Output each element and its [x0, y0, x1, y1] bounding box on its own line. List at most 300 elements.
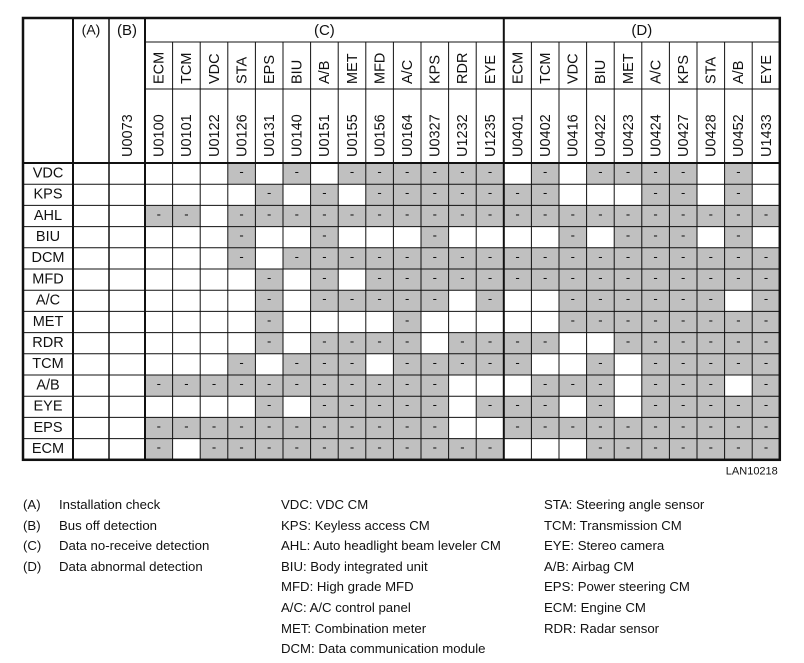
unit-header: RDR [455, 52, 472, 84]
dash-mark: - [598, 164, 603, 180]
dash-mark: - [239, 439, 244, 455]
unit-header: A/B [317, 60, 334, 84]
legend-abbreviation: A/B: Airbag CM [544, 558, 635, 574]
figure-id: LAN10218 [725, 465, 778, 478]
legend-abbreviation: EYE: Stereo camera [544, 538, 665, 554]
dash-mark: - [184, 206, 189, 222]
dash-mark: - [543, 270, 548, 286]
dash-mark: - [543, 164, 548, 180]
dash-mark: - [460, 248, 465, 264]
dash-mark: - [708, 333, 713, 349]
dash-mark: - [763, 376, 769, 392]
dash-mark: - [460, 354, 465, 370]
dash-mark: - [653, 439, 658, 455]
dash-mark: - [681, 270, 686, 286]
dash-mark: - [432, 164, 437, 180]
dash-mark: - [736, 185, 741, 201]
legend-abbreviation: EPS: Power steering CM [544, 579, 690, 595]
unit-header: EPS [262, 54, 279, 84]
dash-mark: - [681, 206, 686, 222]
unit-header: EYE [758, 54, 775, 84]
dash-mark: - [267, 312, 272, 328]
unit-header: A/B [731, 60, 748, 84]
legend-abbreviation: DCM: Data communication module [281, 641, 486, 657]
dash-mark: - [405, 418, 410, 434]
code-header: U1433 [758, 114, 775, 157]
dash-mark: - [322, 227, 327, 243]
dash-mark: - [349, 376, 355, 392]
dash-mark: - [763, 354, 769, 370]
unit-header: MET [620, 53, 637, 84]
unit-header: TCM [538, 52, 555, 84]
legend-abbreviation: A/C: A/C control panel [281, 600, 411, 615]
dash-mark: - [267, 270, 272, 286]
dash-mark: - [267, 397, 272, 413]
code-header: U0140 [289, 114, 306, 157]
dash-mark: - [405, 185, 410, 201]
group-header-c: (C) [313, 21, 335, 39]
code-header: U0424 [648, 114, 665, 157]
dash-mark: - [322, 206, 327, 222]
dash-mark: - [405, 333, 410, 349]
dash-mark: - [598, 248, 603, 264]
dash-mark: - [239, 206, 244, 222]
dash-mark: - [322, 291, 327, 307]
legend-abbreviation: MFD: High grade MFD [281, 579, 414, 595]
dash-mark: - [681, 227, 686, 243]
dash-mark: - [708, 206, 713, 222]
dash-mark: - [487, 397, 493, 413]
dash-mark: - [405, 397, 410, 413]
dash-mark: - [487, 248, 493, 264]
code-header: U1232 [455, 114, 472, 157]
code-header: U0151 [317, 114, 334, 157]
dash-mark: - [708, 397, 713, 413]
dash-mark: - [708, 376, 713, 392]
dash-mark: - [432, 439, 437, 455]
legend-key: (B) [23, 517, 41, 533]
dash-mark: - [598, 270, 603, 286]
dash-mark: - [432, 227, 437, 243]
dash-mark: - [736, 164, 741, 180]
dash-mark: - [322, 418, 327, 434]
dash-mark: - [432, 376, 437, 392]
dash-mark: - [294, 248, 299, 264]
code-header: U0422 [593, 114, 610, 157]
dash-mark: - [377, 270, 382, 286]
dash-mark: - [267, 333, 272, 349]
dash-mark: - [377, 248, 382, 264]
dash-mark: - [432, 354, 437, 370]
dash-mark: - [708, 291, 713, 307]
dash-mark: - [653, 418, 658, 434]
dash-mark: - [349, 418, 355, 434]
dash-mark: - [763, 439, 769, 455]
dash-mark: - [239, 354, 244, 370]
dash-mark: - [653, 397, 658, 413]
dash-mark: - [543, 376, 548, 392]
dash-mark: - [487, 333, 493, 349]
dash-mark: - [570, 291, 575, 307]
abbreviation-legend [0, 494, 804, 663]
dash-mark: - [322, 354, 327, 370]
legend-description: Data no-receive detection [59, 538, 210, 554]
dash-mark: - [653, 227, 658, 243]
dash-mark: - [156, 376, 161, 392]
dash-mark: - [515, 333, 520, 349]
dash-mark: - [708, 248, 713, 264]
dash-mark: - [625, 206, 631, 222]
dash-mark: - [432, 270, 437, 286]
row-label: TCM [32, 356, 64, 373]
dash-mark: - [543, 397, 548, 413]
legend-abbreviation: KPS: Keyless access CM [281, 517, 430, 533]
row-label: BIU [35, 229, 61, 246]
dash-mark: - [736, 397, 741, 413]
legend-abbreviation: BIU: Body integrated unit [281, 558, 428, 574]
dash-mark: - [543, 248, 548, 264]
row-label: DCM [31, 250, 65, 267]
dash-mark: - [405, 376, 410, 392]
unit-header: MFD [372, 52, 389, 84]
dash-mark: - [487, 270, 493, 286]
dash-mark: - [211, 418, 217, 434]
dash-mark: - [763, 312, 769, 328]
row-label: VDC [32, 165, 64, 182]
row-label: KPS [33, 186, 63, 203]
dash-mark: - [156, 418, 161, 434]
row-label: AHL [33, 207, 63, 224]
dash-mark: - [405, 312, 410, 328]
dash-mark: - [708, 439, 713, 455]
dash-mark: - [653, 376, 658, 392]
dash-mark: - [487, 291, 493, 307]
dash-mark: - [460, 333, 465, 349]
dash-mark: - [736, 270, 741, 286]
dash-mark: - [349, 354, 355, 370]
dash-mark: - [377, 376, 382, 392]
dash-mark: - [294, 439, 299, 455]
dash-mark: - [349, 333, 355, 349]
dash-mark: - [267, 185, 272, 201]
dash-mark: - [708, 312, 713, 328]
dash-mark: - [460, 439, 465, 455]
dash-mark: - [487, 164, 493, 180]
dash-mark: - [322, 397, 327, 413]
dash-mark: - [625, 333, 631, 349]
dash-mark: - [322, 185, 327, 201]
dash-mark: - [515, 270, 520, 286]
dash-mark: - [570, 248, 575, 264]
dash-mark: - [377, 291, 382, 307]
dash-mark: - [543, 206, 548, 222]
dash-mark: - [239, 164, 244, 180]
dash-mark: - [487, 354, 493, 370]
dash-mark: - [681, 248, 686, 264]
dash-mark: - [653, 270, 658, 286]
code-header: U0416 [565, 114, 582, 157]
dash-mark: - [294, 418, 299, 434]
dash-mark: - [681, 418, 686, 434]
dash-mark: - [460, 185, 465, 201]
unit-header: TCM [179, 52, 196, 84]
dash-mark: - [294, 164, 299, 180]
dash-mark: - [653, 248, 658, 264]
dash-mark: - [625, 227, 631, 243]
dash-mark: - [432, 206, 437, 222]
dash-mark: - [570, 418, 575, 434]
unit-header: EYE [482, 54, 499, 84]
dash-mark: - [322, 376, 327, 392]
row-label: RDR [32, 335, 64, 352]
dash-mark: - [267, 206, 272, 222]
dash-mark: - [570, 376, 575, 392]
dash-mark: - [515, 248, 520, 264]
dash-mark: - [625, 418, 631, 434]
dash-mark: - [405, 164, 410, 180]
row-label: A/C [35, 292, 61, 309]
dash-mark: - [653, 206, 658, 222]
dash-mark: - [625, 164, 631, 180]
dash-mark: - [184, 376, 189, 392]
dash-mark: - [239, 227, 244, 243]
dash-mark: - [570, 312, 575, 328]
group-header-d: (D) [631, 21, 653, 39]
dash-mark: - [681, 354, 686, 370]
code-header: U0126 [234, 114, 251, 157]
dash-mark: - [625, 439, 631, 455]
dash-mark: - [211, 439, 217, 455]
legend-key: (A) [23, 497, 41, 512]
dash-mark: - [515, 354, 520, 370]
dash-mark: - [708, 270, 713, 286]
dash-mark: - [377, 333, 382, 349]
dash-mark: - [708, 418, 713, 434]
dash-mark: - [763, 248, 769, 264]
dash-mark: - [763, 270, 769, 286]
legend-description: Installation check [59, 497, 161, 512]
dash-mark: - [322, 270, 327, 286]
code-header: U0101 [179, 114, 196, 157]
dash-mark: - [405, 270, 410, 286]
code-header: U0401 [510, 114, 527, 157]
dash-mark: - [322, 333, 327, 349]
dash-mark: - [736, 418, 741, 434]
dash-mark: - [239, 376, 244, 392]
dash-mark: - [405, 439, 410, 455]
dash-mark: - [598, 206, 603, 222]
dash-mark: - [763, 206, 769, 222]
dash-mark: - [736, 206, 741, 222]
dash-mark: - [763, 333, 769, 349]
dash-mark: - [570, 227, 575, 243]
dash-mark: - [377, 206, 382, 222]
unit-header: BIU [593, 59, 610, 84]
dash-mark: - [598, 376, 603, 392]
dash-mark: - [653, 185, 658, 201]
dash-mark: - [736, 248, 741, 264]
dash-mark: - [598, 354, 603, 370]
dash-mark: - [349, 206, 355, 222]
unit-header: VDC [565, 53, 582, 84]
dash-mark: - [184, 418, 189, 434]
row-label: A/B [36, 377, 60, 394]
code-header: U0452 [731, 114, 748, 157]
code-header: U0164 [400, 114, 417, 157]
dash-mark: - [681, 185, 686, 201]
dash-mark: - [377, 164, 382, 180]
dash-mark: - [736, 439, 741, 455]
dash-mark: - [405, 291, 410, 307]
row-label: EPS [33, 419, 63, 436]
dash-mark: - [377, 418, 382, 434]
dash-mark: - [570, 206, 575, 222]
legend-abbreviation: AHL: Auto headlight beam leveler CM [281, 538, 501, 554]
code-header: U0156 [372, 114, 389, 157]
dash-mark: - [460, 270, 465, 286]
dash-mark: - [653, 291, 658, 307]
unit-header: KPS [676, 54, 693, 84]
dash-mark: - [349, 248, 355, 264]
group-header-a: (A) [81, 21, 101, 38]
dash-mark: - [543, 185, 548, 201]
dash-mark: - [405, 248, 410, 264]
code-header: U0428 [703, 114, 720, 157]
dash-mark: - [515, 418, 520, 434]
dash-mark: - [543, 333, 548, 349]
legend-description: Data abnormal detection [59, 558, 203, 574]
dash-mark: - [322, 439, 327, 455]
row-label: MFD [32, 271, 64, 288]
dash-mark: - [460, 206, 465, 222]
code-header: U0131 [262, 114, 279, 157]
dash-mark: - [377, 185, 382, 201]
dash-mark: - [763, 291, 769, 307]
legend-abbreviation: ECM: Engine CM [544, 600, 646, 615]
dash-mark: - [432, 291, 437, 307]
unit-header: A/C [400, 59, 417, 84]
dash-mark: - [432, 397, 437, 413]
dash-mark: - [681, 439, 686, 455]
dash-mark: - [156, 439, 161, 455]
dash-mark: - [653, 333, 658, 349]
dash-mark: - [653, 164, 658, 180]
unit-header: MET [344, 53, 361, 84]
legend-description: Bus off detection [59, 517, 157, 533]
dash-mark: - [267, 376, 272, 392]
code-header: U0122 [206, 114, 223, 157]
dash-mark: - [267, 291, 272, 307]
unit-header: ECM [151, 51, 168, 84]
legend-abbreviation: RDR: Radar sensor [544, 620, 660, 636]
dash-mark: - [322, 248, 327, 264]
code-header: U0327 [427, 114, 444, 157]
dash-mark: - [681, 333, 686, 349]
unit-header: A/C [648, 59, 665, 84]
dash-mark: - [763, 418, 769, 434]
legend-abbreviation: MET: Combination meter [281, 620, 427, 636]
dash-mark: - [763, 397, 769, 413]
code-header: U0423 [620, 114, 637, 157]
dash-mark: - [653, 312, 658, 328]
dash-mark: - [349, 164, 355, 180]
dash-mark: - [681, 312, 686, 328]
dash-mark: - [598, 291, 603, 307]
dash-mark: - [294, 376, 299, 392]
row-label: ECM [31, 441, 65, 458]
dash-mark: - [625, 291, 631, 307]
dash-mark: - [432, 418, 437, 434]
code-header: U0073 [119, 114, 136, 157]
dash-mark: - [598, 418, 603, 434]
dash-mark: - [460, 164, 465, 180]
dash-mark: - [598, 439, 603, 455]
dash-mark: - [515, 397, 520, 413]
legend-abbreviation: VDC: VDC CM [281, 497, 369, 512]
dash-mark: - [681, 291, 686, 307]
group-header-b: (B) [117, 21, 137, 39]
dash-mark: - [653, 354, 658, 370]
dash-mark: - [377, 439, 382, 455]
dash-mark: - [211, 376, 217, 392]
dash-mark: - [681, 397, 686, 413]
unit-header: KPS [427, 54, 444, 84]
unit-header: ECM [510, 51, 527, 84]
dash-mark: - [736, 333, 741, 349]
unit-header: STA [234, 56, 251, 84]
row-label: MET [32, 313, 64, 330]
code-header: U0402 [538, 114, 555, 157]
row-label: EYE [33, 398, 63, 415]
dash-mark: - [349, 397, 355, 413]
dash-mark: - [736, 354, 741, 370]
dash-mark: - [708, 354, 713, 370]
code-header: U0155 [344, 114, 361, 157]
dash-mark: - [543, 418, 548, 434]
dash-mark: - [625, 312, 631, 328]
code-header: U0100 [151, 114, 168, 157]
dash-mark: - [432, 248, 437, 264]
dash-mark: - [736, 227, 741, 243]
dash-mark: - [598, 397, 603, 413]
dash-mark: - [239, 248, 244, 264]
dash-mark: - [405, 354, 410, 370]
dash-mark: - [515, 185, 520, 201]
dash-mark: - [487, 439, 493, 455]
dash-mark: - [267, 439, 272, 455]
legend-key: (C) [23, 538, 42, 554]
unit-header: VDC [206, 53, 223, 84]
dash-mark: - [515, 206, 520, 222]
dash-mark: - [625, 270, 631, 286]
dash-mark: - [681, 376, 686, 392]
dash-mark: - [377, 397, 382, 413]
dash-mark: - [736, 312, 741, 328]
dash-mark: - [487, 185, 493, 201]
dash-mark: - [349, 439, 355, 455]
dash-mark: - [432, 185, 437, 201]
legend-abbreviation: TCM: Transmission CM [544, 517, 682, 533]
code-header: U1235 [482, 114, 499, 157]
dash-mark: - [294, 354, 299, 370]
unit-header: STA [703, 56, 720, 84]
dash-mark: - [156, 206, 161, 222]
dash-mark: - [267, 418, 272, 434]
dash-mark: - [487, 206, 493, 222]
code-header: U0427 [676, 114, 693, 157]
dash-mark: - [681, 164, 686, 180]
dash-mark: - [239, 418, 244, 434]
